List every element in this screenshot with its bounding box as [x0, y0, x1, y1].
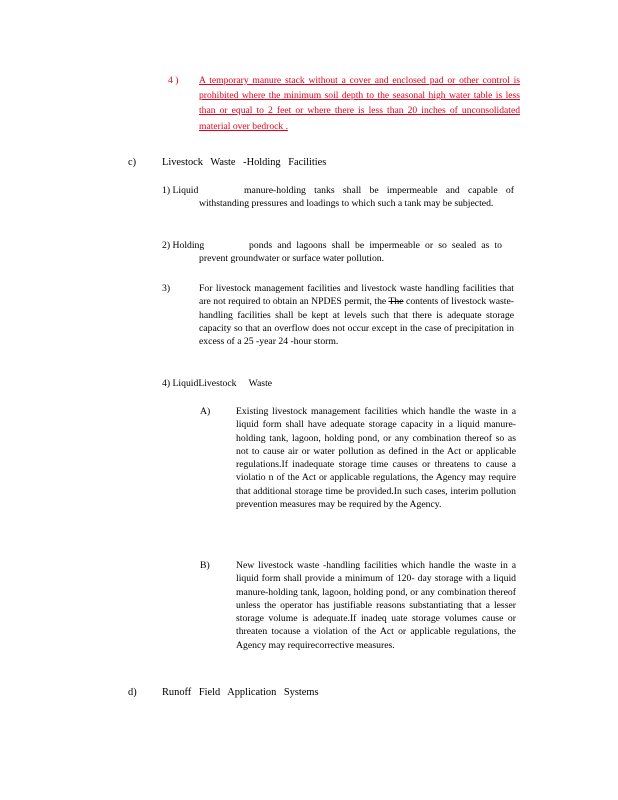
item-2-text: ponds and lagoons shall be impermeable or so sealed as to prevent groundwater or surface water pollution.: [199, 240, 502, 265]
item-3-struck-text: The: [388, 296, 404, 308]
section-c-heading: [0, 156, 618, 170]
item-3: [162, 282, 514, 348]
section-c-title: Livestock Waste -Holding Facilities: [162, 157, 327, 168]
item-1-label: 1) Liquid: [162, 185, 199, 196]
item-a: [200, 405, 516, 511]
item-1: [162, 184, 514, 211]
inserted-text-block: [168, 73, 520, 134]
item-2-label: 2) Holding: [162, 240, 205, 251]
section-d-heading: [0, 686, 618, 700]
item-4-heading: [162, 377, 514, 390]
item-3-text-after: contents of livestock waste- handling facilities shall be kept at levels such that there is adequate storage capacity so that an overflow does not occur except in the case of precipitation in excess of a 25 -year 24 -hour storm.: [199, 296, 514, 348]
item-2: [162, 239, 502, 266]
item-a-text: Existing livestock management facilities which handle the waste in a liquid form shall have adequate storage capacity in a liquid manure-holding tank, lagoon, holding pond, or any combination thereof so as not to cause air or water pollution as defined in the Act or applicable regulations.If inadequate storage time causes or threatens to cause a violatio n of the Act or applicable regulations, the Agency may require that additional storage time be provided.In such cases, interim pollution prevention measures may be required by the Agency.: [236, 406, 516, 511]
inserted-item-text: A temporary manure stack without a cover and enclosed pad or other control is prohibited where the minimum soil depth to the seasonal high water table is less than or equal to 2 feet or where there is less than 20 inches of unconsolidated material over bedrock .: [199, 75, 520, 132]
item-3-text-before: For livestock management facilities and livestock waste handling facilities that are not required to obtain an NPDES permit, the: [199, 283, 514, 308]
item-a-label: A): [200, 406, 211, 417]
item-3-label: 3): [162, 283, 171, 294]
item-4-label: 4) LiquidLivestock: [162, 378, 237, 389]
section-d-title: Runoff Field Application Systems: [162, 687, 319, 698]
section-d-letter: d): [128, 687, 137, 698]
item-b-label: B): [200, 560, 210, 571]
item-b: [200, 559, 516, 652]
item-1-text: manure-holding tanks shall be impermeable and capable of withstanding pressures and loadings to which such a tank may be subjected.: [199, 185, 514, 210]
item-4-title: Waste: [248, 378, 273, 389]
inserted-item-number: 4 ): [168, 75, 179, 86]
item-3-text: [162, 282, 514, 348]
item-b-text: New livestock waste -handling facilities which handle the waste in a liquid form shall provide a minimum of 120- day storage with a liquid manure-holding tank, lagoon, holding pond, or any combination thereof unless the operator has justifiable reasons substantiating that a lesser storage volume is adequate.If inadeq uate storage volumes cause or threaten tocause a violation of the Act or applicable regulations, the Agency may requirecorrective measures.: [236, 560, 516, 651]
section-c-letter: c): [128, 157, 137, 168]
